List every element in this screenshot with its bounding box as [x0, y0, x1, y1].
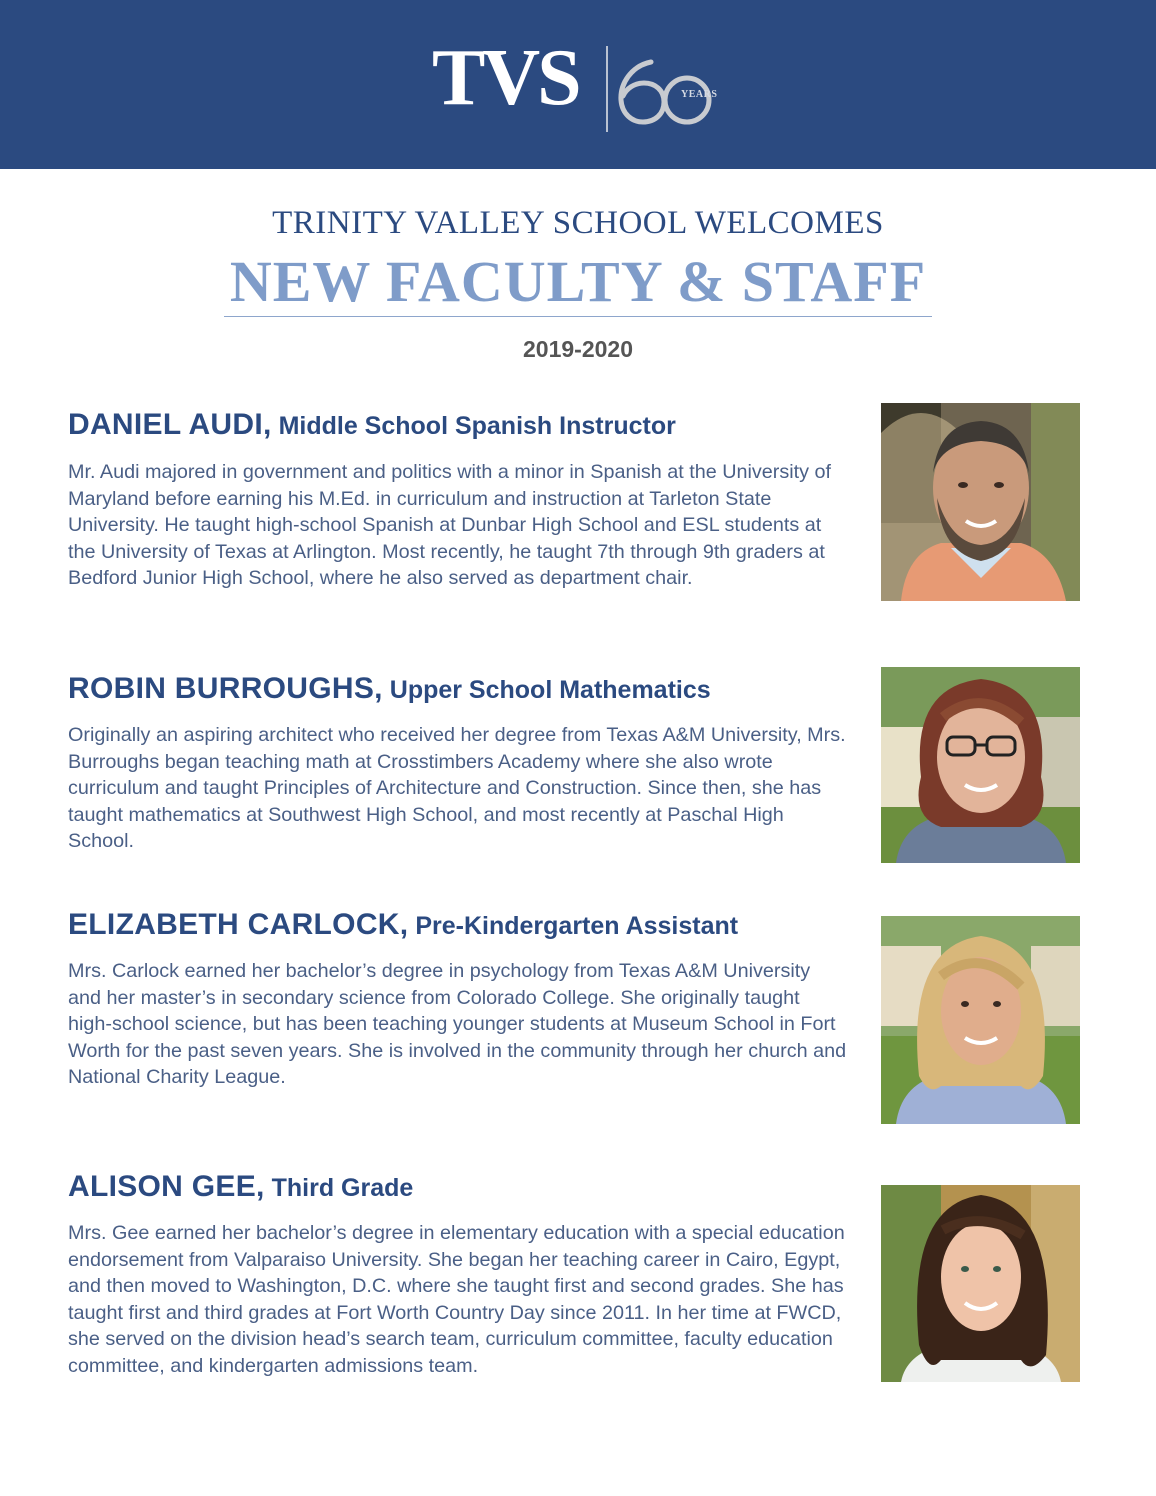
faculty-bio: Mrs. Carlock earned her bachelor’s degree in psychology from Texas A&M University and her master’s in secondary science from Colorado College. She originally taught high-school science, but has been teaching younger students at Museum School in Fort Worth for the past seven years. She is involved in the community through her church and National Charity League. — [68, 960, 847, 1088]
faculty-heading — [68, 408, 676, 442]
faculty-photo — [881, 1185, 1080, 1382]
school-year: 2019-2020 — [523, 336, 633, 362]
faculty-photo — [881, 403, 1080, 601]
faculty-role: Upper School Mathematics — [382, 676, 711, 704]
faculty-entry — [68, 908, 1080, 1128]
faculty-photo — [881, 667, 1080, 863]
faculty-entry — [68, 1170, 1080, 1410]
faculty-heading — [68, 1170, 413, 1204]
header-banner — [0, 0, 1156, 169]
welcome-line: TRINITY VALLEY SCHOOL WELCOMES — [272, 205, 884, 241]
logo-years-label: YEARS — [681, 89, 718, 100]
faculty-name: DANIEL AUDI, — [68, 408, 272, 441]
faculty-photo — [881, 916, 1080, 1124]
faculty-bio: Mrs. Gee earned her bachelor’s degree in elementary education with a special education endorsement from Valparaiso University. She began her teaching career in Cairo, Egypt, and then moved to Washington, D.C. where she taught first and second grades. She has taught first and third grades at Fort Worth Country Day since 2011. In her time at FWCD, she served on the division head’s search team, curriculum committee, faculty education committee, and kindergarten admissions team. — [68, 1222, 845, 1377]
page-title: NEW FACULTY & STAFF — [229, 249, 927, 314]
faculty-bio: Mr. Audi majored in government and politics with a minor in Spanish at the University of Maryland before earning his M.Ed. in curriculum and instruction at Tarleton State University. He taught high-school Spanish at Dunbar High School and ESL students at the University of Texas at Arlington. Most recently, he taught 7th through 9th graders at Bedford Junior High School, where he also served as department chair. — [68, 461, 832, 589]
faculty-bio: Originally an aspiring architect who received her degree from Texas A&M University, Mrs. Burroughs began teaching math at Crosstimbers Academy where she also wrote curriculum and taught Principles of Architecture and Construction. Since then, she has taught mathematics at Southwest High School, and most recently at Paschal High School. — [68, 724, 846, 852]
logo-wordmark: TVS — [432, 34, 579, 122]
faculty-heading — [68, 672, 711, 706]
faculty-role: Pre-Kindergarten Assistant — [408, 912, 739, 940]
title-rule — [224, 316, 932, 317]
faculty-role: Third Grade — [264, 1174, 414, 1202]
faculty-name: ROBIN BURROUGHS, — [68, 672, 383, 705]
faculty-role: Middle School Spanish Instructor — [271, 412, 676, 440]
faculty-entry — [68, 672, 1080, 872]
faculty-name: ELIZABETH CARLOCK, — [68, 908, 409, 941]
logo-divider — [606, 46, 608, 132]
faculty-name: ALISON GEE, — [68, 1170, 265, 1203]
faculty-entry — [68, 408, 1080, 608]
faculty-heading — [68, 908, 738, 942]
tvs-60-years-logo — [0, 0, 1156, 169]
